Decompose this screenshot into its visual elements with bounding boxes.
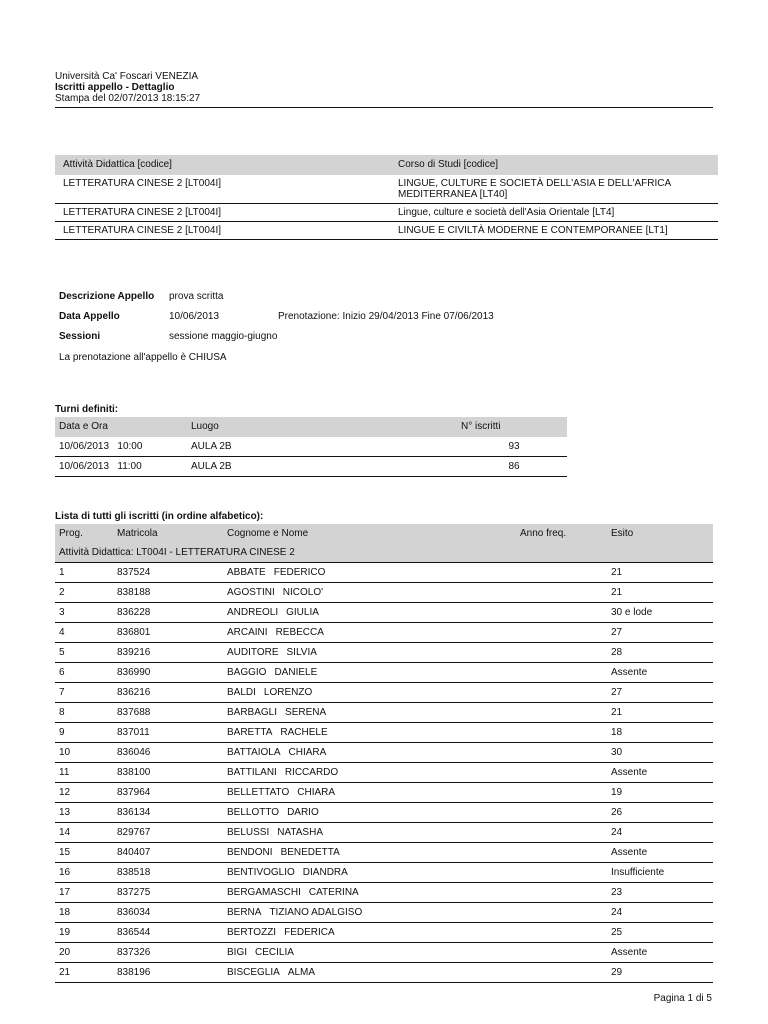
esito-cell: 18 bbox=[607, 723, 713, 743]
document-title: Iscritti appello - Dettaglio bbox=[55, 82, 175, 93]
first-name: LORENZO bbox=[263, 687, 313, 698]
first-name: DIANDRA bbox=[302, 867, 348, 878]
course-cell: LINGUE, CULTURE E SOCIETÀ DELL'ASIA E DELL'AFRICA MEDITERRANEA [LT40] bbox=[390, 175, 718, 204]
matricola-cell: 836990 bbox=[113, 663, 223, 683]
column-header-name: Cognome e Nome bbox=[223, 524, 516, 543]
anno-cell bbox=[516, 783, 607, 803]
name-cell bbox=[223, 883, 516, 903]
surname: BELLETTATO bbox=[227, 787, 290, 798]
column-header-prog: Prog. bbox=[55, 524, 113, 543]
matricola-cell: 839216 bbox=[113, 643, 223, 663]
prog-cell: 14 bbox=[55, 823, 113, 843]
matricola-cell: 838196 bbox=[113, 963, 223, 983]
group-label: Attività Didattica: LT004I - LETTERATURA CINESE 2 bbox=[55, 543, 713, 563]
appello-date-value: 10/06/2013 bbox=[169, 311, 220, 322]
name-cell bbox=[223, 563, 516, 583]
turni-row bbox=[55, 457, 567, 477]
esito-cell: Assente bbox=[607, 763, 713, 783]
surname: BATTAIOLA bbox=[227, 747, 281, 758]
courses-header-row bbox=[55, 155, 718, 175]
student-row bbox=[55, 803, 713, 823]
prog-cell: 13 bbox=[55, 803, 113, 823]
turno-place: AULA 2B bbox=[187, 457, 457, 477]
student-row bbox=[55, 763, 713, 783]
student-row bbox=[55, 583, 713, 603]
surname: BELUSSI bbox=[227, 827, 270, 838]
column-header-matricola: Matricola bbox=[113, 524, 223, 543]
first-name: CHIARA bbox=[297, 787, 336, 798]
anno-cell bbox=[516, 583, 607, 603]
prog-cell: 7 bbox=[55, 683, 113, 703]
surname: BATTILANI bbox=[227, 767, 277, 778]
first-name: DANIELE bbox=[274, 667, 318, 678]
student-row bbox=[55, 643, 713, 663]
esito-cell: 21 bbox=[607, 563, 713, 583]
column-header-count: N° iscritti bbox=[457, 417, 567, 437]
first-name: SERENA bbox=[285, 707, 327, 718]
appello-sessions-label: Sessioni bbox=[59, 331, 101, 342]
matricola-cell: 840407 bbox=[113, 843, 223, 863]
anno-cell bbox=[516, 823, 607, 843]
name-cell bbox=[223, 763, 516, 783]
student-row bbox=[55, 843, 713, 863]
anno-cell bbox=[516, 923, 607, 943]
prog-cell: 20 bbox=[55, 943, 113, 963]
appello-details bbox=[59, 287, 659, 347]
surname: BENDONI bbox=[227, 847, 273, 858]
turno-datetime: 10/06/2013 10:00 bbox=[55, 437, 187, 457]
surname: ANDREOLI bbox=[227, 607, 279, 618]
first-name: SILVIA bbox=[286, 647, 317, 658]
surname: ABBATE bbox=[227, 567, 266, 578]
turni-title: Turni definiti: bbox=[55, 404, 119, 415]
first-name: GIULIA bbox=[286, 607, 319, 618]
esito-cell: 19 bbox=[607, 783, 713, 803]
prog-cell: 3 bbox=[55, 603, 113, 623]
courses-row bbox=[55, 222, 718, 240]
matricola-cell: 837964 bbox=[113, 783, 223, 803]
anno-cell bbox=[516, 743, 607, 763]
surname: BARBAGLI bbox=[227, 707, 278, 718]
name-cell bbox=[223, 823, 516, 843]
first-name: BENEDETTA bbox=[280, 847, 340, 858]
esito-cell: 26 bbox=[607, 803, 713, 823]
esito-cell: 30 bbox=[607, 743, 713, 763]
anno-cell bbox=[516, 683, 607, 703]
courses-row bbox=[55, 204, 718, 222]
courses-row bbox=[55, 175, 718, 204]
matricola-cell: 837524 bbox=[113, 563, 223, 583]
anno-cell bbox=[516, 843, 607, 863]
surname: BERTOZZI bbox=[227, 927, 277, 938]
student-row bbox=[55, 783, 713, 803]
activity-cell: LETTERATURA CINESE 2 [LT004I] bbox=[55, 175, 390, 204]
first-name: CATERINA bbox=[308, 887, 359, 898]
first-name: REBECCA bbox=[275, 627, 324, 638]
prog-cell: 5 bbox=[55, 643, 113, 663]
prog-cell: 16 bbox=[55, 863, 113, 883]
matricola-cell: 838188 bbox=[113, 583, 223, 603]
matricola-cell: 838518 bbox=[113, 863, 223, 883]
anno-cell bbox=[516, 883, 607, 903]
appello-date-row bbox=[59, 307, 659, 327]
esito-cell: 28 bbox=[607, 643, 713, 663]
surname: BAGGIO bbox=[227, 667, 267, 678]
prenotazione-status: La prenotazione all'appello è CHIUSA bbox=[59, 352, 227, 363]
prenotazione-period: Prenotazione: Inizio 29/04/2013 Fine 07/06/2013 bbox=[278, 311, 494, 322]
activity-cell: LETTERATURA CINESE 2 [LT004I] bbox=[55, 204, 390, 222]
course-cell: LINGUE E CIVILTÀ MODERNE E CONTEMPORANEE [LT1] bbox=[390, 222, 718, 240]
name-cell bbox=[223, 663, 516, 683]
name-cell bbox=[223, 603, 516, 623]
prog-cell: 21 bbox=[55, 963, 113, 983]
column-header-anno: Anno freq. bbox=[516, 524, 607, 543]
esito-cell: Assente bbox=[607, 663, 713, 683]
column-header-course: Corso di Studi [codice] bbox=[390, 155, 718, 175]
surname: BERGAMASCHI bbox=[227, 887, 301, 898]
name-cell bbox=[223, 963, 516, 983]
matricola-cell: 836544 bbox=[113, 923, 223, 943]
matricola-cell: 837275 bbox=[113, 883, 223, 903]
anno-cell bbox=[516, 903, 607, 923]
prog-cell: 4 bbox=[55, 623, 113, 643]
first-name: NICOLO' bbox=[282, 587, 324, 598]
matricola-cell: 836034 bbox=[113, 903, 223, 923]
prog-cell: 15 bbox=[55, 843, 113, 863]
student-row bbox=[55, 703, 713, 723]
esito-cell: 27 bbox=[607, 623, 713, 643]
name-cell bbox=[223, 583, 516, 603]
students-title: Lista di tutti gli iscritti (in ordine alfabetico): bbox=[55, 511, 264, 522]
matricola-cell: 836216 bbox=[113, 683, 223, 703]
name-cell bbox=[223, 903, 516, 923]
matricola-cell: 836046 bbox=[113, 743, 223, 763]
student-row bbox=[55, 563, 713, 583]
column-header-esito: Esito bbox=[607, 524, 713, 543]
esito-cell: 29 bbox=[607, 963, 713, 983]
name-cell bbox=[223, 803, 516, 823]
matricola-cell: 837011 bbox=[113, 723, 223, 743]
name-cell bbox=[223, 923, 516, 943]
turni-table bbox=[55, 417, 567, 477]
student-row bbox=[55, 863, 713, 883]
prog-cell: 19 bbox=[55, 923, 113, 943]
name-cell bbox=[223, 683, 516, 703]
surname: BERNA bbox=[227, 907, 262, 918]
prog-cell: 8 bbox=[55, 703, 113, 723]
prog-cell: 11 bbox=[55, 763, 113, 783]
esito-cell: 21 bbox=[607, 583, 713, 603]
prog-cell: 12 bbox=[55, 783, 113, 803]
appello-sessions-value: sessione maggio-giugno bbox=[169, 331, 278, 342]
first-name: ALMA bbox=[287, 967, 316, 978]
matricola-cell: 837326 bbox=[113, 943, 223, 963]
matricola-cell: 837688 bbox=[113, 703, 223, 723]
turno-datetime: 10/06/2013 11:00 bbox=[55, 457, 187, 477]
surname: ARCAINI bbox=[227, 627, 268, 638]
first-name: NATASHA bbox=[277, 827, 323, 838]
matricola-cell: 836228 bbox=[113, 603, 223, 623]
surname: BISCEGLIA bbox=[227, 967, 280, 978]
student-row bbox=[55, 903, 713, 923]
prog-cell: 6 bbox=[55, 663, 113, 683]
esito-cell: Assente bbox=[607, 843, 713, 863]
name-cell bbox=[223, 743, 516, 763]
header-divider bbox=[55, 107, 713, 108]
student-row bbox=[55, 883, 713, 903]
esito-cell: Assente bbox=[607, 943, 713, 963]
prog-cell: 18 bbox=[55, 903, 113, 923]
anno-cell bbox=[516, 803, 607, 823]
anno-cell bbox=[516, 563, 607, 583]
anno-cell bbox=[516, 863, 607, 883]
column-header-place: Luogo bbox=[187, 417, 457, 437]
anno-cell bbox=[516, 623, 607, 643]
matricola-cell: 829767 bbox=[113, 823, 223, 843]
anno-cell bbox=[516, 763, 607, 783]
esito-cell: 23 bbox=[607, 883, 713, 903]
student-row bbox=[55, 623, 713, 643]
prog-cell: 1 bbox=[55, 563, 113, 583]
first-name: CECILIA bbox=[255, 947, 294, 958]
anno-cell bbox=[516, 723, 607, 743]
students-table bbox=[55, 524, 713, 983]
anno-cell bbox=[516, 703, 607, 723]
first-name: DARIO bbox=[287, 807, 319, 818]
column-header-activity: Attività Didattica [codice] bbox=[55, 155, 390, 175]
prog-cell: 9 bbox=[55, 723, 113, 743]
name-cell bbox=[223, 843, 516, 863]
matricola-cell: 838100 bbox=[113, 763, 223, 783]
student-row bbox=[55, 683, 713, 703]
surname: BIGI bbox=[227, 947, 248, 958]
surname: BARETTA bbox=[227, 727, 273, 738]
students-header-row bbox=[55, 524, 713, 543]
appello-description-value: prova scritta bbox=[169, 291, 224, 302]
anno-cell bbox=[516, 603, 607, 623]
name-cell bbox=[223, 943, 516, 963]
esito-cell: Insufficiente bbox=[607, 863, 713, 883]
first-name: FEDERICO bbox=[273, 567, 326, 578]
course-cell: Lingue, culture e società dell'Asia Orientale [LT4] bbox=[390, 204, 718, 222]
student-row bbox=[55, 963, 713, 983]
student-row bbox=[55, 603, 713, 623]
appello-date-label: Data Appello bbox=[59, 311, 120, 322]
turno-count: 86 bbox=[457, 457, 567, 477]
prog-cell: 2 bbox=[55, 583, 113, 603]
name-cell bbox=[223, 723, 516, 743]
student-row bbox=[55, 923, 713, 943]
student-row bbox=[55, 723, 713, 743]
activity-cell: LETTERATURA CINESE 2 [LT004I] bbox=[55, 222, 390, 240]
turno-count: 93 bbox=[457, 437, 567, 457]
esito-cell: 21 bbox=[607, 703, 713, 723]
courses-table bbox=[55, 155, 718, 240]
first-name: RACHELE bbox=[280, 727, 328, 738]
surname: BELLOTTO bbox=[227, 807, 280, 818]
esito-cell: 24 bbox=[607, 903, 713, 923]
page-number: Pagina 1 di 5 bbox=[653, 993, 712, 1004]
name-cell bbox=[223, 643, 516, 663]
group-row bbox=[55, 543, 713, 563]
name-cell bbox=[223, 703, 516, 723]
anno-cell bbox=[516, 643, 607, 663]
surname: BALDI bbox=[227, 687, 256, 698]
surname: BENTIVOGLIO bbox=[227, 867, 295, 878]
anno-cell bbox=[516, 943, 607, 963]
turni-header-row bbox=[55, 417, 567, 437]
document-header bbox=[55, 71, 713, 104]
appello-description-label: Descrizione Appello bbox=[59, 291, 155, 302]
surname: AUDITORE bbox=[227, 647, 279, 658]
appello-sessions-row bbox=[59, 327, 659, 347]
name-cell bbox=[223, 783, 516, 803]
esito-cell: 25 bbox=[607, 923, 713, 943]
student-row bbox=[55, 663, 713, 683]
print-timestamp: Stampa del 02/07/2013 18:15:27 bbox=[55, 93, 201, 104]
university-name: Università Ca' Foscari VENEZIA bbox=[55, 71, 199, 82]
column-header-datetime: Data e Ora bbox=[55, 417, 187, 437]
student-row bbox=[55, 943, 713, 963]
first-name: TIZIANO ADALGISO bbox=[269, 907, 363, 918]
surname: AGOSTINI bbox=[227, 587, 275, 598]
esito-cell: 24 bbox=[607, 823, 713, 843]
esito-cell: 30 e lode bbox=[607, 603, 713, 623]
anno-cell bbox=[516, 963, 607, 983]
appello-description-row bbox=[59, 287, 659, 307]
anno-cell bbox=[516, 663, 607, 683]
matricola-cell: 836134 bbox=[113, 803, 223, 823]
first-name: FEDERICA bbox=[284, 927, 335, 938]
name-cell bbox=[223, 623, 516, 643]
first-name: CHIARA bbox=[288, 747, 327, 758]
name-cell bbox=[223, 863, 516, 883]
student-row bbox=[55, 743, 713, 763]
first-name: RICCARDO bbox=[284, 767, 339, 778]
prog-cell: 17 bbox=[55, 883, 113, 903]
esito-cell: 27 bbox=[607, 683, 713, 703]
turni-row bbox=[55, 437, 567, 457]
prog-cell: 10 bbox=[55, 743, 113, 763]
turno-place: AULA 2B bbox=[187, 437, 457, 457]
student-row bbox=[55, 823, 713, 843]
matricola-cell: 836801 bbox=[113, 623, 223, 643]
